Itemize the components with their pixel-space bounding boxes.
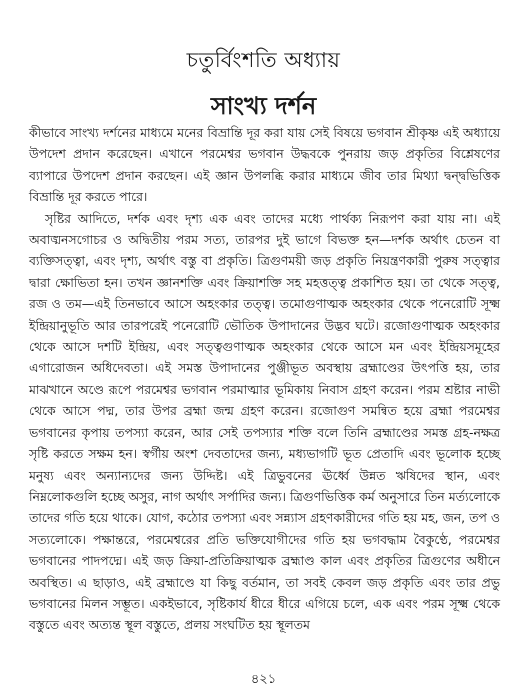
page-number: ৪২১ [250, 672, 277, 687]
body-text [29, 122, 500, 636]
paragraph-main: সৃষ্টির আদিতে, দর্শক এবং দৃশ্য এক এবং তাদের মধ্যে পার্থক্য নিরূপণ করা যায় না। এই অবাঙ্মনসগোচর ও অদ্বিতীয় পরম সত্য, তারপর দুই ভাগে বিভক্ত হন—দর্শক অর্থাৎ চেতন বা ব্যক্তিসত্ত্বা, এবং দৃশ্য, অর্থাৎ বস্তু বা প্রকৃতি। ত্রিগুণময়ী জড় প্রকৃতি নিয়ন্ত্রণকারী পুরুষ সত্ত্বার দ্বারা ক্ষোভিতা হন। তখন জ্ঞানশক্তি এবং ক্রিয়াশক্তি সহ মহত্তত্ত্ব প্রকাশিত হয়। তা থেকে সত্ত্ব, রজ ও তম—এই তিনভাবে আসে অহংকার তত্ত্ব। তমোগুণাত্মক অহংকার থেকে পনেরোটি সূক্ষ্ম ইন্দ্রিয়ানুভূতি আর তারপরেই পনেরোটি ভৌতিক উপাদানের উদ্ভব ঘটে। রজোগুণাত্মক অহংকার থেকে আসে দশটি ইন্দ্রিয়, এবং সত্ত্বগুণাত্মক অহংকার থেকে আসে মন এবং ইন্দ্রিয়সমূহের এগারোজন অধিদেবতা। এই সমস্ত উপাদানের পুঞ্জীভূত অবস্থায় ব্রহ্মাণ্ডের উৎপত্তি হয়, তার মাঝখানে অণ্ডে রূপে পরমেশ্বর ভগবান পরমাত্মার ভূমিকায় নিবাস গ্রহণ করেন। পরম শ্রষ্টার নাভী থেকে আসে পদ্ম, তার উপর ব্রহ্মা জন্ম গ্রহণ করেন। রজোগুণ সমন্বিত হয়ে ব্রহ্মা পরমেশ্বর ভগবানের কৃপায় তপস্যা করেন, আর সেই তপস্যার শক্তি বলে তিনি ব্রহ্মাণ্ডের সমস্ত গ্রহ-নক্ষত্র সৃষ্টি করতে সক্ষম হন। স্বর্গীয় অংশ দেবতাদের জন্য, মধ্যভাগটি ভূত প্রেতাদি এবং ভূলোক হচ্ছে মনুষ্য এবং অন্যান্যদের জন্য উদ্দিষ্ট। এই ত্রিভুবনের ঊর্ধ্বে উন্নত ঋষিদের স্থান, এবং নিম্নলোকগুলি হচ্ছে অসুর, নাগ অর্থাৎ সর্পাদির জন্য। ত্রিগুণভিত্তিক কর্ম অনুসারে তিন মর্ত্যলোকে তাদের গতি হয়ে থাকে। যোগ, কঠোর তপস্যা এবং সন্ন্যাস গ্রহণকারীদের গতি হয় মহ, জন, তপ ও সত্যলোকে। পক্ষান্তরে, পরমেশ্বরের প্রতি ভক্তিযোগীদের গতি হয় ভগবদ্ধাম বৈকুণ্ঠে, পরমেশ্বর ভগবানের পাদপদ্মে। এই জড় ক্রিয়া-প্রতিক্রিয়াত্মক ব্রহ্মাণ্ড কাল এবং প্রকৃতির ত্রিগুণের অধীনে অবস্থিত। এ ছাড়াও, এই ব্রহ্মাণ্ডে যা কিছু বর্তমান, তা সবই কেবল জড় প্রকৃতি এবং তার প্রভু ভগবানের মিলন সম্ভূত। একইভাবে, সৃষ্টিকার্য ধীরে ধীরে এগিয়ে চলে, এক এবং পরম সূক্ষ্ম থেকে বস্তুতে এবং অত্যন্ত স্থূল বস্তুতে, প্রলয় সংঘটিত হয় স্থূলতম [29, 210, 500, 633]
section-title: সাংখ্য দর্শন [210, 92, 317, 120]
chapter-title: চতুর্বিংশতি অধ্যায় [186, 48, 341, 72]
paragraph-intro: কীভাবে সাংখ্য দর্শনের মাধ্যমে মনের বিভ্রান্তি দূর করা যায় সেই বিষয়ে ভগবান শ্রীকৃষ্ণ এই অধ্যায়ে উপদেশ প্রদান করেছেন। এখানে পরমেশ্বর ভগবান উদ্ধবকে পুনরায় জড় প্রকৃতির বিশ্লেষণের ব্যাপারে উপদেশ প্রদান করছেন। এই জ্ঞান উপলব্ধি করার মাধ্যমে জীব তার মিথ্যা দ্বন্দ্বভিত্তিক বিভ্রান্তি দূর করতে পারে। [29, 125, 500, 205]
